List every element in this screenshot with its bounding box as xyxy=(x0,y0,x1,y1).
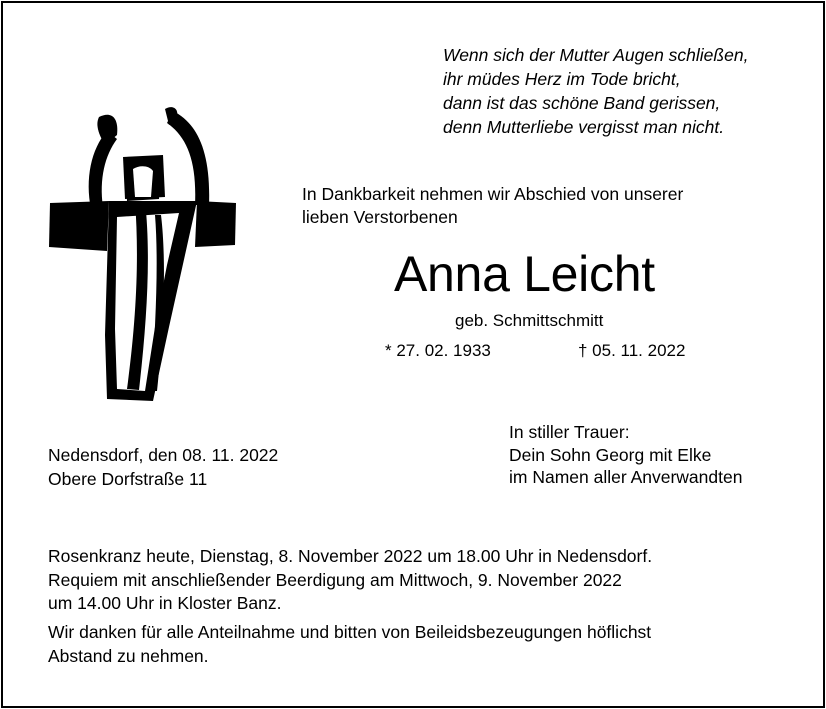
poem-line: dann ist das schöne Band gerissen, xyxy=(443,93,721,113)
intro-line: In Dankbarkeit nehmen wir Abschied von unserer xyxy=(302,184,684,204)
thanks-line: Abstand zu nehmen. xyxy=(48,645,209,666)
mourners xyxy=(509,421,742,489)
intro-text xyxy=(302,183,683,229)
service-line: Requiem mit anschließender Beerdigung am Mittwoch, 9. November 2022 xyxy=(48,569,622,590)
service-info xyxy=(48,545,652,616)
poem-line: Wenn sich der Mutter Augen schließen, xyxy=(443,45,749,65)
thanks-line: Wir danken für alle Anteilnahme und bitten von Beileidsbezeugungen höflichst xyxy=(48,622,652,642)
mourners-line: im Namen aller Anverwandten xyxy=(509,467,743,487)
intro-line: lieben Verstorbenen xyxy=(302,207,458,227)
birth-date: * 27. 02. 1933 xyxy=(385,341,491,360)
mourners-line: In stiller Trauer: xyxy=(509,422,630,442)
place-line: Nedensdorf, den 08. 11. 2022 xyxy=(48,445,279,465)
poem-line: denn Mutterliebe vergisst man nicht. xyxy=(443,117,725,137)
death-date: † 05. 11. 2022 xyxy=(578,341,686,360)
mourners-line: Dein Sohn Georg mit Elke xyxy=(509,444,712,465)
poem-line: ihr müdes Herz im Tode bricht, xyxy=(443,69,681,89)
maiden-name: geb. Schmittschmitt xyxy=(455,311,604,330)
poem xyxy=(443,43,748,139)
service-line: um 14.00 Uhr in Kloster Banz. xyxy=(48,593,282,613)
deceased-name: Anna Leicht xyxy=(394,246,655,302)
thanks-note xyxy=(48,621,651,668)
cross-with-figure-icon xyxy=(47,105,237,405)
place-and-date xyxy=(48,443,278,491)
address-line: Obere Dorfstraße 11 xyxy=(48,469,208,489)
service-line: Rosenkranz heute, Dienstag, 8. November 2022 um 18.00 Uhr in Nedensdorf. xyxy=(48,546,653,566)
